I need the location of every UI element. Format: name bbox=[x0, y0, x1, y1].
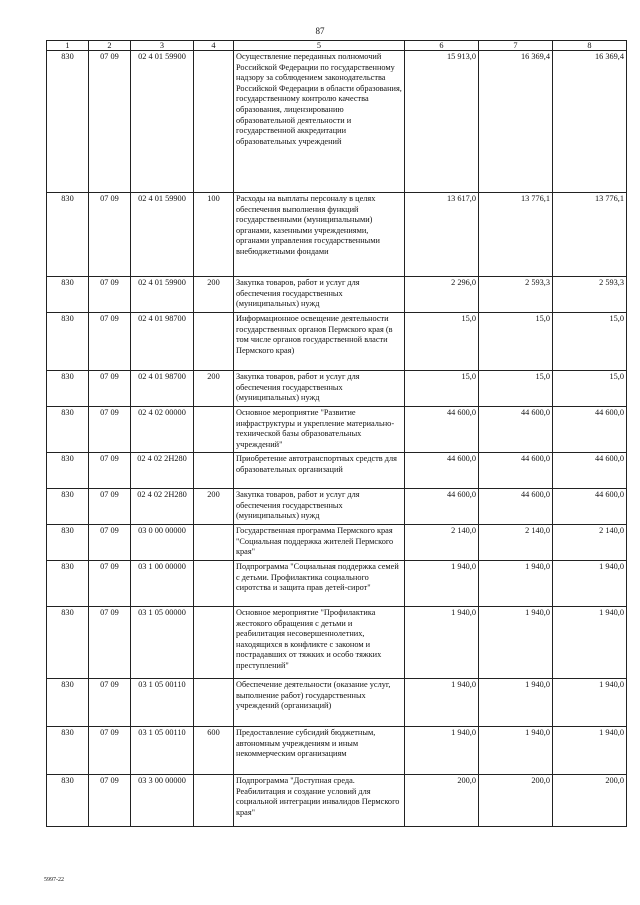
admin-code: 830 bbox=[47, 525, 89, 561]
expense-type bbox=[194, 313, 234, 371]
expense-type bbox=[194, 679, 234, 727]
admin-code: 830 bbox=[47, 775, 89, 827]
amount-col-7: 16 369,4 bbox=[479, 51, 553, 193]
amount-col-7: 2 140,0 bbox=[479, 525, 553, 561]
table-row bbox=[47, 679, 627, 727]
table-row bbox=[47, 453, 627, 489]
amount-col-7: 44 600,0 bbox=[479, 489, 553, 525]
amount-col-8: 44 600,0 bbox=[553, 407, 627, 453]
expense-type bbox=[194, 453, 234, 489]
description: Расходы на выплаты персоналу в целях обеспечения выполнения функций государственными (муниципальными) органами, казенными учреждениями, органами управления государственными внебюджетными фондами bbox=[234, 193, 405, 277]
expense-type bbox=[194, 51, 234, 193]
amount-col-6: 44 600,0 bbox=[405, 407, 479, 453]
header-col-1: 1 bbox=[47, 41, 89, 51]
header-col-4: 4 bbox=[194, 41, 234, 51]
table-row bbox=[47, 407, 627, 453]
expense-type: 200 bbox=[194, 277, 234, 313]
target-article: 03 3 00 00000 bbox=[131, 775, 194, 827]
target-article: 03 1 05 00110 bbox=[131, 679, 194, 727]
amount-col-8: 13 776,1 bbox=[553, 193, 627, 277]
description: Осуществление переданных полномочий Российской Федерации по государственному надзору за соблюдением законодательства Российской Федерации в области образования, государственному контролю качества образования, лицензированию образовательной деятельности и государственной аккредитации образовательных учреждений bbox=[234, 51, 405, 193]
expense-type bbox=[194, 607, 234, 679]
target-article: 03 1 05 00000 bbox=[131, 607, 194, 679]
table-row bbox=[47, 525, 627, 561]
target-article: 02 4 01 98700 bbox=[131, 371, 194, 407]
target-article: 03 1 00 00000 bbox=[131, 561, 194, 607]
amount-col-6: 1 940,0 bbox=[405, 727, 479, 775]
amount-col-6: 44 600,0 bbox=[405, 453, 479, 489]
amount-col-8: 16 369,4 bbox=[553, 51, 627, 193]
amount-col-6: 13 617,0 bbox=[405, 193, 479, 277]
amount-col-7: 44 600,0 bbox=[479, 453, 553, 489]
admin-code: 830 bbox=[47, 371, 89, 407]
table-row bbox=[47, 193, 627, 277]
description: Подпрограмма "Социальная поддержка семей с детьми. Профилактика социального сиротства и защита прав детей-сирот" bbox=[234, 561, 405, 607]
section-code: 07 09 bbox=[89, 313, 131, 371]
amount-col-8: 1 940,0 bbox=[553, 561, 627, 607]
amount-col-6: 15 913,0 bbox=[405, 51, 479, 193]
description: Основное мероприятие "Развитие инфраструктуры и укрепление материально-технической базы образовательных учреждений" bbox=[234, 407, 405, 453]
amount-col-6: 2 140,0 bbox=[405, 525, 479, 561]
amount-col-8: 1 940,0 bbox=[553, 679, 627, 727]
section-code: 07 09 bbox=[89, 607, 131, 679]
section-code: 07 09 bbox=[89, 561, 131, 607]
amount-col-8: 200,0 bbox=[553, 775, 627, 827]
target-article: 03 1 05 00110 bbox=[131, 727, 194, 775]
amount-col-8: 1 940,0 bbox=[553, 607, 627, 679]
admin-code: 830 bbox=[47, 561, 89, 607]
description: Основное мероприятие "Профилактика жестокого обращения с детьми и реабилитация несовершеннолетних, находящихся в конфликте с законом и пострадавших от тяжких и особо тяжких преступлений" bbox=[234, 607, 405, 679]
amount-col-8: 2 140,0 bbox=[553, 525, 627, 561]
section-code: 07 09 bbox=[89, 453, 131, 489]
table-row bbox=[47, 489, 627, 525]
admin-code: 830 bbox=[47, 607, 89, 679]
section-code: 07 09 bbox=[89, 525, 131, 561]
amount-col-7: 15,0 bbox=[479, 371, 553, 407]
amount-col-6: 15,0 bbox=[405, 371, 479, 407]
description: Закупка товаров, работ и услуг для обеспечения государственных (муниципальных) нужд bbox=[234, 277, 405, 313]
amount-col-7: 1 940,0 bbox=[479, 561, 553, 607]
amount-col-6: 200,0 bbox=[405, 775, 479, 827]
description: Подпрограмма "Доступная среда. Реабилитация и создание условий для социальной интеграции инвалидов Пермского края" bbox=[234, 775, 405, 827]
description: Закупка товаров, работ и услуг для обеспечения государственных (муниципальных) нужд bbox=[234, 371, 405, 407]
description: Государственная программа Пермского края "Социальная поддержка жителей Пермского края" bbox=[234, 525, 405, 561]
admin-code: 830 bbox=[47, 679, 89, 727]
target-article: 02 4 01 59900 bbox=[131, 51, 194, 193]
table-row bbox=[47, 607, 627, 679]
admin-code: 830 bbox=[47, 489, 89, 525]
target-article: 02 4 02 2Н280 bbox=[131, 489, 194, 525]
target-article: 02 4 02 2Н280 bbox=[131, 453, 194, 489]
admin-code: 830 bbox=[47, 193, 89, 277]
section-code: 07 09 bbox=[89, 775, 131, 827]
amount-col-6: 1 940,0 bbox=[405, 607, 479, 679]
table-row bbox=[47, 313, 627, 371]
amount-col-7: 44 600,0 bbox=[479, 407, 553, 453]
header-col-3: 3 bbox=[131, 41, 194, 51]
expense-type: 100 bbox=[194, 193, 234, 277]
description: Обеспечение деятельности (оказание услуг, выполнение работ) государственных учреждений (организаций) bbox=[234, 679, 405, 727]
target-article: 02 4 02 00000 bbox=[131, 407, 194, 453]
admin-code: 830 bbox=[47, 727, 89, 775]
target-article: 03 0 00 00000 bbox=[131, 525, 194, 561]
amount-col-7: 13 776,1 bbox=[479, 193, 553, 277]
table-row bbox=[47, 727, 627, 775]
amount-col-7: 1 940,0 bbox=[479, 727, 553, 775]
expense-type: 200 bbox=[194, 371, 234, 407]
header-row bbox=[47, 41, 627, 51]
description: Приобретение автотранспортных средств для образовательных организаций bbox=[234, 453, 405, 489]
amount-col-7: 15,0 bbox=[479, 313, 553, 371]
header-col-8: 8 bbox=[553, 41, 627, 51]
target-article: 02 4 01 59900 bbox=[131, 193, 194, 277]
amount-col-8: 2 593,3 bbox=[553, 277, 627, 313]
section-code: 07 09 bbox=[89, 489, 131, 525]
amount-col-8: 1 940,0 bbox=[553, 727, 627, 775]
section-code: 07 09 bbox=[89, 407, 131, 453]
section-code: 07 09 bbox=[89, 727, 131, 775]
amount-col-6: 44 600,0 bbox=[405, 489, 479, 525]
amount-col-7: 200,0 bbox=[479, 775, 553, 827]
table-row bbox=[47, 775, 627, 827]
amount-col-6: 1 940,0 bbox=[405, 679, 479, 727]
expense-type: 600 bbox=[194, 727, 234, 775]
expense-type bbox=[194, 525, 234, 561]
header-col-6: 6 bbox=[405, 41, 479, 51]
target-article: 02 4 01 98700 bbox=[131, 313, 194, 371]
section-code: 07 09 bbox=[89, 371, 131, 407]
expense-type bbox=[194, 775, 234, 827]
header-col-7: 7 bbox=[479, 41, 553, 51]
amount-col-6: 2 296,0 bbox=[405, 277, 479, 313]
admin-code: 830 bbox=[47, 277, 89, 313]
amount-col-6: 15,0 bbox=[405, 313, 479, 371]
amount-col-8: 15,0 bbox=[553, 313, 627, 371]
table-row bbox=[47, 371, 627, 407]
admin-code: 830 bbox=[47, 51, 89, 193]
amount-col-8: 15,0 bbox=[553, 371, 627, 407]
amount-col-6: 1 940,0 bbox=[405, 561, 479, 607]
table-row bbox=[47, 51, 627, 193]
expense-type bbox=[194, 407, 234, 453]
budget-table bbox=[46, 40, 627, 827]
table-row bbox=[47, 277, 627, 313]
amount-col-7: 2 593,3 bbox=[479, 277, 553, 313]
amount-col-8: 44 600,0 bbox=[553, 489, 627, 525]
description: Закупка товаров, работ и услуг для обеспечения государственных (муниципальных) нужд bbox=[234, 489, 405, 525]
page-number: 87 bbox=[315, 26, 325, 36]
header-col-5: 5 bbox=[234, 41, 405, 51]
target-article: 02 4 01 59900 bbox=[131, 277, 194, 313]
table-row bbox=[47, 561, 627, 607]
header-col-2: 2 bbox=[89, 41, 131, 51]
section-code: 07 09 bbox=[89, 193, 131, 277]
expense-type bbox=[194, 561, 234, 607]
section-code: 07 09 bbox=[89, 277, 131, 313]
expense-type: 200 bbox=[194, 489, 234, 525]
amount-col-8: 44 600,0 bbox=[553, 453, 627, 489]
amount-col-7: 1 940,0 bbox=[479, 679, 553, 727]
admin-code: 830 bbox=[47, 407, 89, 453]
section-code: 07 09 bbox=[89, 679, 131, 727]
description: Предоставление субсидий бюджетным, автономным учреждениям и иным некоммерческим организациям bbox=[234, 727, 405, 775]
footer-code: 5997-22 bbox=[44, 877, 64, 883]
description: Информационное освещение деятельности государственных органов Пермского края (в том числе органов государственной власти Пермского края) bbox=[234, 313, 405, 371]
section-code: 07 09 bbox=[89, 51, 131, 193]
amount-col-7: 1 940,0 bbox=[479, 607, 553, 679]
admin-code: 830 bbox=[47, 453, 89, 489]
admin-code: 830 bbox=[47, 313, 89, 371]
